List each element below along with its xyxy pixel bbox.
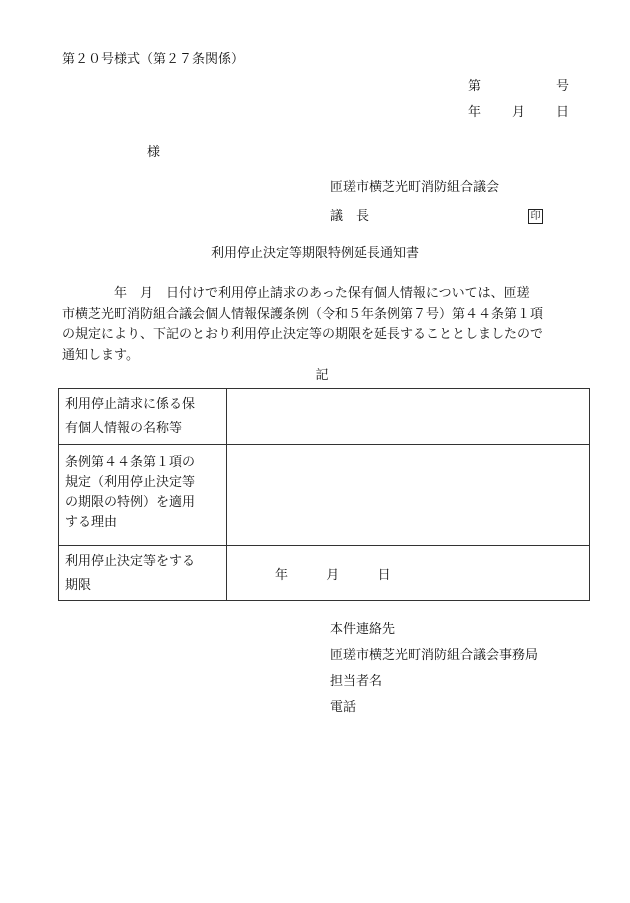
row1-value-cell[interactable] bbox=[227, 389, 590, 445]
addressee-suffix: 様 bbox=[147, 145, 161, 160]
body-paragraph bbox=[62, 284, 592, 366]
contact-office: 匝瑳市横芝光町消防組合議会事務局 bbox=[330, 648, 539, 663]
table-row bbox=[59, 445, 590, 546]
deadline-month: 月 bbox=[326, 568, 340, 583]
label-line: 規定（利用停止決定等 bbox=[65, 475, 196, 490]
body-line: 市横芝光町消防組合議会個人情報保護条例（令和５年条例第７号）第４４条第１項 bbox=[62, 306, 544, 322]
table-row bbox=[59, 389, 590, 445]
row2-value-cell[interactable] bbox=[227, 445, 590, 546]
label-line: の期限の特例）を適用 bbox=[65, 495, 196, 510]
doc-number-suffix: 号 bbox=[556, 79, 570, 94]
label-line: 有個人情報の名称等 bbox=[65, 421, 183, 436]
row2-label bbox=[59, 445, 227, 546]
ki-heading: 記 bbox=[315, 368, 329, 383]
row3-value-cell[interactable] bbox=[227, 546, 590, 601]
contact-person: 担当者名 bbox=[330, 674, 383, 689]
date-month: 月 bbox=[512, 105, 526, 120]
date-year: 年 bbox=[468, 105, 482, 120]
label-line: する理由 bbox=[65, 515, 118, 530]
form-number: 第２０号様式（第２７条関係） bbox=[62, 52, 245, 67]
body-line: 年 月 日付けで利用停止請求のあった保有個人情報については、匝瑳 bbox=[62, 286, 530, 301]
row1-label bbox=[59, 389, 227, 445]
deadline-day: 日 bbox=[377, 568, 391, 583]
deadline-date bbox=[275, 564, 391, 583]
sender-title: 議長 bbox=[330, 209, 383, 224]
details-table bbox=[58, 388, 590, 601]
body-line: の規定により、下記のとおり利用停止決定等の期限を延長することとしましたので bbox=[62, 327, 544, 342]
document-title: 利用停止決定等期限特例延長通知書 bbox=[210, 246, 419, 261]
table-row bbox=[59, 546, 590, 601]
row3-label bbox=[59, 546, 227, 601]
label-line: 条例第４４条第１項の bbox=[65, 455, 196, 470]
deadline-year: 年 bbox=[275, 568, 289, 583]
label-line: 利用停止決定等をする bbox=[65, 554, 196, 569]
label-line: 利用停止請求に係る保 bbox=[65, 397, 196, 412]
sender-org: 匝瑳市横芝光町消防組合議会 bbox=[330, 180, 500, 195]
contact-block bbox=[330, 617, 538, 721]
date-day: 日 bbox=[556, 105, 570, 120]
doc-number-prefix: 第 bbox=[468, 79, 482, 94]
label-line: 期限 bbox=[65, 578, 92, 593]
contact-phone: 電話 bbox=[330, 700, 357, 715]
body-line: 通知します。 bbox=[62, 347, 139, 363]
contact-heading: 本件連絡先 bbox=[330, 622, 396, 637]
seal-mark: 印 bbox=[528, 209, 543, 224]
